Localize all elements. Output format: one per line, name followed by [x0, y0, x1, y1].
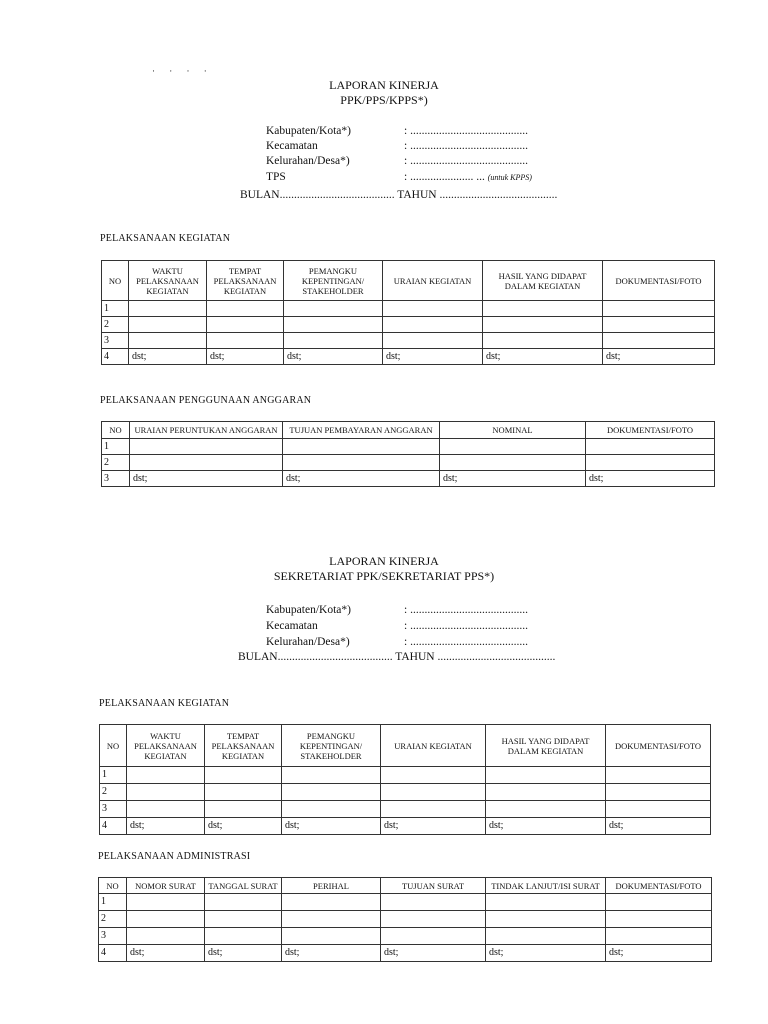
- cell-tempat: dst;: [205, 818, 282, 835]
- table-row: [100, 818, 711, 835]
- cell-nominal: [440, 455, 586, 471]
- col-header-tujuan-pembayaran: TUJUAN PEMBAYARAN ANGGARAN: [283, 422, 440, 439]
- cell-tempat: [207, 317, 284, 333]
- cell-tujuan-surat: dst;: [381, 945, 486, 962]
- cell-no: 1: [102, 439, 130, 455]
- cell-no: 3: [99, 928, 127, 945]
- table-row: [99, 911, 712, 928]
- field-value-kelurahan: : .........................................: [404, 636, 528, 648]
- col-header-dokumentasi: DOKUMENTASI/FOTO: [606, 725, 711, 767]
- table-header-row: [99, 878, 712, 894]
- col-header-tempat: TEMPAT PELAKSANAAN KEGIATAN: [207, 261, 284, 301]
- cell-no: 3: [102, 333, 129, 349]
- cell-tempat: dst;: [207, 349, 284, 365]
- cell-uraian-peruntukan: [130, 439, 283, 455]
- cell-dokumentasi: [606, 911, 712, 928]
- col-header-tanggal-surat: TANGGAL SURAT: [205, 878, 282, 894]
- cell-pemangku: dst;: [284, 349, 383, 365]
- field-note-tps: (untuk KPPS): [487, 173, 532, 182]
- cell-hasil: [486, 784, 606, 801]
- cell-dokumentasi: [603, 333, 715, 349]
- cell-dokumentasi: [606, 767, 711, 784]
- cell-pemangku: [282, 767, 381, 784]
- report1-period: BULAN........................................ TAHUN .........................................: [240, 189, 558, 201]
- field-value-kelurahan: : .........................................: [404, 155, 528, 167]
- section4-title: PELAKSANAAN ADMINISTRASI: [98, 851, 251, 862]
- cell-dokumentasi: dst;: [603, 349, 715, 365]
- report1-title-line1: LAPORAN KINERJA: [329, 78, 439, 92]
- cell-waktu: [129, 301, 207, 317]
- field-label-kabupaten: Kabupaten/Kota*): [266, 604, 351, 616]
- report2-title-line2: SEKRETARIAT PPK/SEKRETARIAT PPS*): [273, 569, 495, 583]
- cell-tujuan-surat: [381, 928, 486, 945]
- field-value-tps: [404, 170, 532, 185]
- report1-title: [0, 78, 768, 108]
- field-value-kabupaten: : .........................................: [404, 125, 528, 137]
- cell-tempat: [207, 333, 284, 349]
- col-header-uraian: URAIAN KEGIATAN: [381, 725, 486, 767]
- cell-uraian-peruntukan: dst;: [130, 471, 283, 487]
- cell-dokumentasi: [586, 455, 715, 471]
- table-header-row: [102, 261, 715, 301]
- cell-uraian: [381, 784, 486, 801]
- cell-tujuan-surat: [381, 894, 486, 911]
- field-label-kecamatan: Kecamatan: [266, 620, 318, 632]
- cell-no: 4: [99, 945, 127, 962]
- cell-tujuan-pembayaran: dst;: [283, 471, 440, 487]
- cell-uraian: [383, 317, 483, 333]
- col-header-hasil: HASIL YANG DIDAPAT DALAM KEGIATAN: [486, 725, 606, 767]
- cell-hasil: [486, 801, 606, 818]
- col-header-dokumentasi: DOKUMENTASI/FOTO: [603, 261, 715, 301]
- cell-uraian: [383, 333, 483, 349]
- field-label-kecamatan: Kecamatan: [266, 140, 318, 152]
- col-header-nominal: NOMINAL: [440, 422, 586, 439]
- table-penggunaan-anggaran: [101, 421, 715, 487]
- cell-perihal: [282, 911, 381, 928]
- col-header-pemangku: PEMANGKU KEPENTINGAN/ STAKEHOLDER: [284, 261, 383, 301]
- table-pelaksanaan-administrasi: [98, 877, 712, 962]
- cell-no: 1: [100, 767, 127, 784]
- cell-no: 2: [102, 317, 129, 333]
- table-row: [102, 301, 715, 317]
- cell-dokumentasi: [603, 317, 715, 333]
- cell-dokumentasi: [606, 801, 711, 818]
- cell-tanggal-surat: [205, 928, 282, 945]
- section2-title: PELAKSANAAN PENGGUNAAN ANGGARAN: [100, 395, 312, 406]
- table-row: [100, 801, 711, 818]
- cell-waktu: dst;: [129, 349, 207, 365]
- cell-dokumentasi: [606, 928, 712, 945]
- table-header-row: [100, 725, 711, 767]
- cell-no: 2: [100, 784, 127, 801]
- table-row: [102, 349, 715, 365]
- cell-hasil: [483, 333, 603, 349]
- cell-dokumentasi: dst;: [586, 471, 715, 487]
- col-header-tujuan-surat: TUJUAN SURAT: [381, 878, 486, 894]
- cell-waktu: [127, 801, 205, 818]
- cell-dokumentasi: [606, 894, 712, 911]
- cell-pemangku: [284, 317, 383, 333]
- cell-waktu: [129, 333, 207, 349]
- cell-uraian: dst;: [381, 818, 486, 835]
- field-value-tps-dots: : ...................... ...: [404, 171, 485, 183]
- cell-no: 3: [102, 471, 130, 487]
- cell-dokumentasi: dst;: [606, 945, 712, 962]
- cell-dokumentasi: [603, 301, 715, 317]
- cell-dokumentasi: [586, 439, 715, 455]
- cell-pemangku: [284, 333, 383, 349]
- cell-nomor-surat: [127, 911, 205, 928]
- col-header-no: NO: [102, 422, 130, 439]
- cell-perihal: [282, 894, 381, 911]
- cell-pemangku: dst;: [282, 818, 381, 835]
- table-row: [102, 455, 715, 471]
- table-row: [99, 928, 712, 945]
- col-header-waktu: WAKTU PELAKSANAAN KEGIATAN: [129, 261, 207, 301]
- cell-hasil: [486, 767, 606, 784]
- cell-tanggal-surat: dst;: [205, 945, 282, 962]
- cell-uraian: [383, 301, 483, 317]
- field-value-kabupaten: : .........................................: [404, 604, 528, 616]
- cell-uraian: [381, 801, 486, 818]
- cell-nomor-surat: dst;: [127, 945, 205, 962]
- table-header-row: [102, 422, 715, 439]
- col-header-uraian: URAIAN KEGIATAN: [383, 261, 483, 301]
- cell-uraian: dst;: [383, 349, 483, 365]
- cell-tindak-lanjut: dst;: [486, 945, 606, 962]
- cell-hasil: dst;: [486, 818, 606, 835]
- cell-tempat: [207, 301, 284, 317]
- col-header-tindak-lanjut: TINDAK LANJUT/ISI SURAT: [486, 878, 606, 894]
- table-row: [99, 894, 712, 911]
- cell-no: 1: [99, 894, 127, 911]
- table-row: [99, 945, 712, 962]
- cell-waktu: dst;: [127, 818, 205, 835]
- cell-hasil: [483, 301, 603, 317]
- cell-pemangku: [284, 301, 383, 317]
- col-header-nomor-surat: NOMOR SURAT: [127, 878, 205, 894]
- cell-dokumentasi: [606, 784, 711, 801]
- cell-tempat: [205, 767, 282, 784]
- cell-no: 3: [100, 801, 127, 818]
- field-value-kecamatan: : .........................................: [404, 620, 528, 632]
- cell-no: 2: [99, 911, 127, 928]
- cell-perihal: dst;: [282, 945, 381, 962]
- cell-hasil: dst;: [483, 349, 603, 365]
- field-label-kelurahan: Kelurahan/Desa*): [266, 636, 350, 648]
- col-header-waktu: WAKTU PELAKSANAAN KEGIATAN: [127, 725, 205, 767]
- cell-nominal: [440, 439, 586, 455]
- col-header-pemangku: PEMANGKU KEPENTINGAN/ STAKEHOLDER: [282, 725, 381, 767]
- cell-tempat: [205, 784, 282, 801]
- cell-dokumentasi: dst;: [606, 818, 711, 835]
- cell-no: 4: [100, 818, 127, 835]
- report2-title: [0, 554, 768, 584]
- cell-pemangku: [282, 784, 381, 801]
- cell-no: 4: [102, 349, 129, 365]
- cell-tanggal-surat: [205, 911, 282, 928]
- table-row: [102, 439, 715, 455]
- cell-tanggal-surat: [205, 894, 282, 911]
- cell-tujuan-surat: [381, 911, 486, 928]
- field-label-kabupaten: Kabupaten/Kota*): [266, 125, 351, 137]
- field-value-kecamatan: : .........................................: [404, 140, 528, 152]
- report2-title-line1: LAPORAN KINERJA: [329, 554, 439, 568]
- col-header-no: NO: [99, 878, 127, 894]
- cell-tempat: [205, 801, 282, 818]
- report2-period: BULAN........................................ TAHUN .........................................: [238, 651, 556, 663]
- cell-no: 1: [102, 301, 129, 317]
- cell-tindak-lanjut: [486, 928, 606, 945]
- field-label-kelurahan: Kelurahan/Desa*): [266, 155, 350, 167]
- cell-uraian-peruntukan: [130, 455, 283, 471]
- col-header-dokumentasi: DOKUMENTASI/FOTO: [586, 422, 715, 439]
- cell-waktu: [127, 767, 205, 784]
- table-row: [102, 471, 715, 487]
- cell-pemangku: [282, 801, 381, 818]
- col-header-perihal: PERIHAL: [282, 878, 381, 894]
- col-header-uraian-peruntukan: URAIAN PERUNTUKAN ANGGARAN: [130, 422, 283, 439]
- cell-nomor-surat: [127, 894, 205, 911]
- cell-hasil: [483, 317, 603, 333]
- table-row: [102, 333, 715, 349]
- cell-perihal: [282, 928, 381, 945]
- cell-uraian: [381, 767, 486, 784]
- col-header-hasil: HASIL YANG DIDAPAT DALAM KEGIATAN: [483, 261, 603, 301]
- col-header-no: NO: [102, 261, 129, 301]
- table-pelaksanaan-kegiatan-2: [99, 724, 711, 835]
- cell-tindak-lanjut: [486, 911, 606, 928]
- cell-tindak-lanjut: [486, 894, 606, 911]
- section3-title: PELAKSANAAN KEGIATAN: [99, 698, 230, 709]
- cell-no: 2: [102, 455, 130, 471]
- field-label-tps: TPS: [266, 171, 286, 183]
- cell-tujuan-pembayaran: [283, 439, 440, 455]
- table-row: [102, 317, 715, 333]
- col-header-dokumentasi: DOKUMENTASI/FOTO: [606, 878, 712, 894]
- col-header-tempat: TEMPAT PELAKSANAAN KEGIATAN: [205, 725, 282, 767]
- col-header-no: NO: [100, 725, 127, 767]
- section1-title: PELAKSANAAN KEGIATAN: [100, 233, 231, 244]
- cell-nomor-surat: [127, 928, 205, 945]
- cell-waktu: [129, 317, 207, 333]
- cell-nominal: dst;: [440, 471, 586, 487]
- cell-waktu: [127, 784, 205, 801]
- report1-title-line2: PPK/PPS/KPPS*): [340, 93, 428, 107]
- cell-tujuan-pembayaran: [283, 455, 440, 471]
- table-row: [100, 767, 711, 784]
- header-marks: · · · ·: [152, 66, 213, 76]
- table-pelaksanaan-kegiatan-1: [101, 260, 715, 365]
- table-row: [100, 784, 711, 801]
